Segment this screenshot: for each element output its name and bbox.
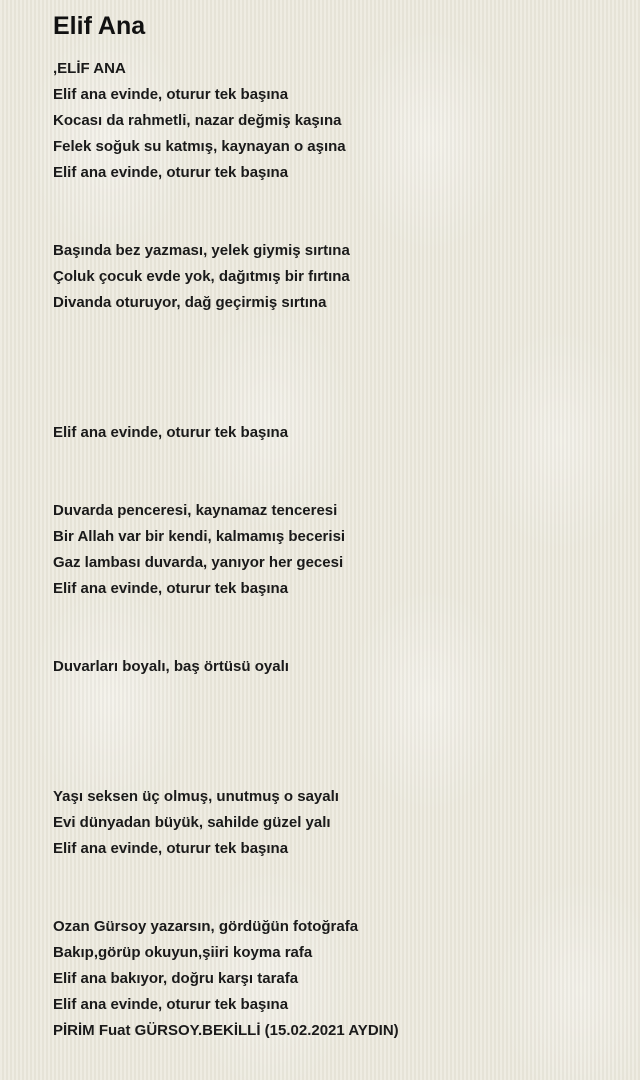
- stanza-gap: [53, 888, 613, 914]
- poem-line: PİRİM Fuat GÜRSOY.BEKİLLİ (15.02.2021 AYDIN): [53, 1022, 399, 1039]
- stanza-gap: [53, 680, 613, 706]
- poem-line: Felek soğuk su katmış, kaynayan o aşına: [53, 138, 346, 155]
- stanza-gap: [53, 862, 613, 888]
- poem-container: [53, 10, 613, 1044]
- poem-line: Evi dünyadan büyük, sahilde güzel yalı: [53, 814, 331, 831]
- stanza-gap: [53, 368, 613, 394]
- stanza-gap: [53, 602, 613, 628]
- stanza-gap: [53, 446, 613, 472]
- poem-line: Divanda oturuyor, dağ geçirmiş sırtına: [53, 294, 327, 311]
- poem-line: Elif ana evinde, oturur tek başına: [53, 996, 289, 1013]
- stanza-gap: [53, 316, 613, 342]
- poem-line: Bir Allah var bir kendi, kalmamış becerisi: [53, 528, 346, 545]
- poem-title: Elif Ana: [53, 12, 146, 40]
- stanza-gap: [53, 732, 613, 758]
- stanza-gap: [53, 186, 613, 212]
- poem-line: Kocası da rahmetli, nazar değmiş kaşına: [53, 112, 342, 129]
- poem-line: Başında bez yazması, yelek giymiş sırtına: [53, 242, 350, 259]
- poem-line: Çoluk çocuk evde yok, dağıtmış bir fırtına: [53, 268, 350, 285]
- stanza-gap: [53, 472, 613, 498]
- poem-body: [53, 56, 613, 1044]
- poem-line: Gaz lambası duvarda, yanıyor her gecesi: [53, 554, 344, 571]
- poem-line: Elif ana evinde, oturur tek başına: [53, 580, 289, 597]
- poem-line: ,ELİF ANA: [53, 60, 126, 77]
- poem-line: Elif ana evinde, oturur tek başına: [53, 424, 289, 441]
- poem-line: Elif ana evinde, oturur tek başına: [53, 86, 289, 103]
- poem-line: Bakıp,görüp okuyun,şiiri koyma rafa: [53, 944, 313, 961]
- poem-line: Elif ana evinde, oturur tek başına: [53, 164, 289, 181]
- stanza-gap: [53, 212, 613, 238]
- poem-line: Elif ana evinde, oturur tek başına: [53, 840, 289, 857]
- poem-line: Elif ana bakıyor, doğru karşı tarafa: [53, 970, 299, 987]
- poem-line: Ozan Gürsoy yazarsın, gördüğün fotoğrafa: [53, 918, 359, 935]
- stanza-gap: [53, 342, 613, 368]
- poem-line: Duvarda penceresi, kaynamaz tenceresi: [53, 502, 338, 519]
- stanza-gap: [53, 706, 613, 732]
- stanza-gap: [53, 628, 613, 654]
- poem-line: Duvarları boyalı, baş örtüsü oyalı: [53, 658, 289, 675]
- poem-line: Yaşı seksen üç olmuş, unutmuş o sayalı: [53, 788, 339, 805]
- stanza-gap: [53, 394, 613, 420]
- stanza-gap: [53, 758, 613, 784]
